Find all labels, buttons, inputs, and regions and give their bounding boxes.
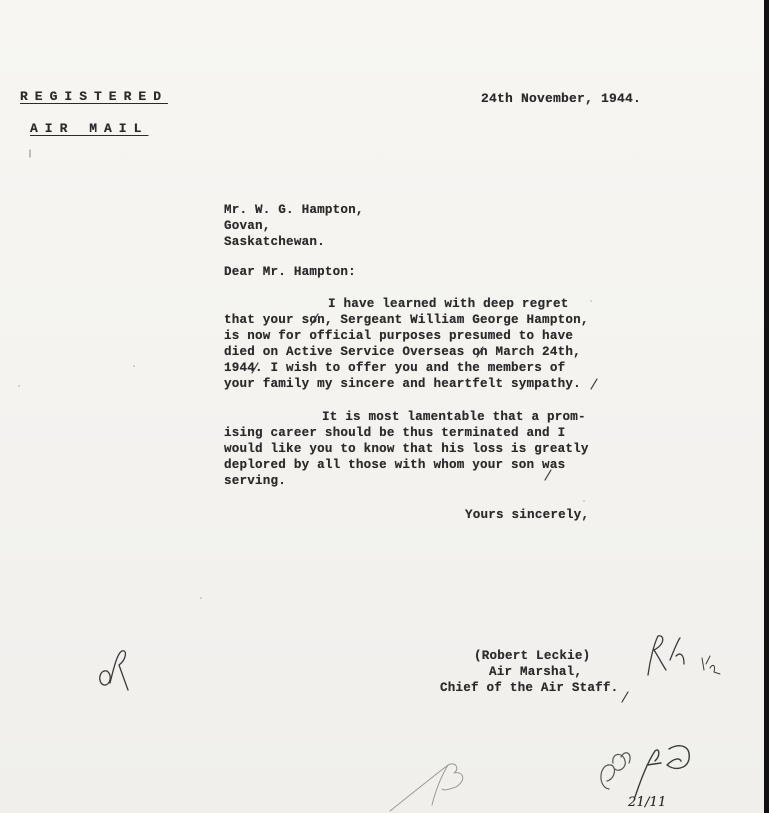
signature-name: (Robert Leckie) [474,649,591,663]
handwritten-initials-op [95,645,135,695]
signature-title: Chief of the Air Staff. [440,681,619,695]
address-line-3: Saskatchewan. [224,235,325,249]
handwritten-date-bottom: 21/11 [628,795,667,810]
paragraph1-line-5: 1944. I wish to offer you and the members of [224,361,566,375]
paragraph2-line-4: deplored by all those with whom your son was [224,458,566,472]
handwritten-initials-rl [640,630,740,685]
paragraph1-line-2: that your son, Sergeant William George Hampton, [224,313,589,327]
paragraph2-line-1: It is most lamentable that a prom- [322,410,586,424]
signature-rank: Air Marshal, [489,665,583,679]
paragraph1-line-4: died on Active Service Overseas on March 24th, [224,345,581,359]
paragraph2-line-3: would like you to know that his loss is greatly [224,442,589,456]
handwritten-pencil-initial [370,745,490,813]
scan-speck [18,385,20,387]
paragraph2-line-5: serving. [224,474,287,488]
paragraph2-line-2: ising career should be thus terminated and I [224,426,566,440]
address-line-1: Mr. W. G. Hampton, [224,203,364,217]
letter-date: 24th November, 1944. [481,91,642,106]
address-line-2: Govan, [224,219,271,233]
scan-edge-border [764,0,769,813]
closing: Yours sincerely, [465,508,590,522]
air-mail-label: AIR MAIL [30,121,149,136]
paragraph1-line-1: I have learned with deep regret [328,297,569,311]
paragraph1-line-6: your family my sincere and heartfelt sympathy. [224,377,581,391]
salutation: Dear Mr. Hampton: [224,265,356,279]
scan-speck [590,300,592,302]
registered-label: REGISTERED [20,89,169,104]
paragraph1-line-3: is now for official purposes presumed to have [224,329,574,343]
scan-speck [583,500,585,502]
scan-speck [200,597,202,599]
scan-speck [133,365,135,367]
